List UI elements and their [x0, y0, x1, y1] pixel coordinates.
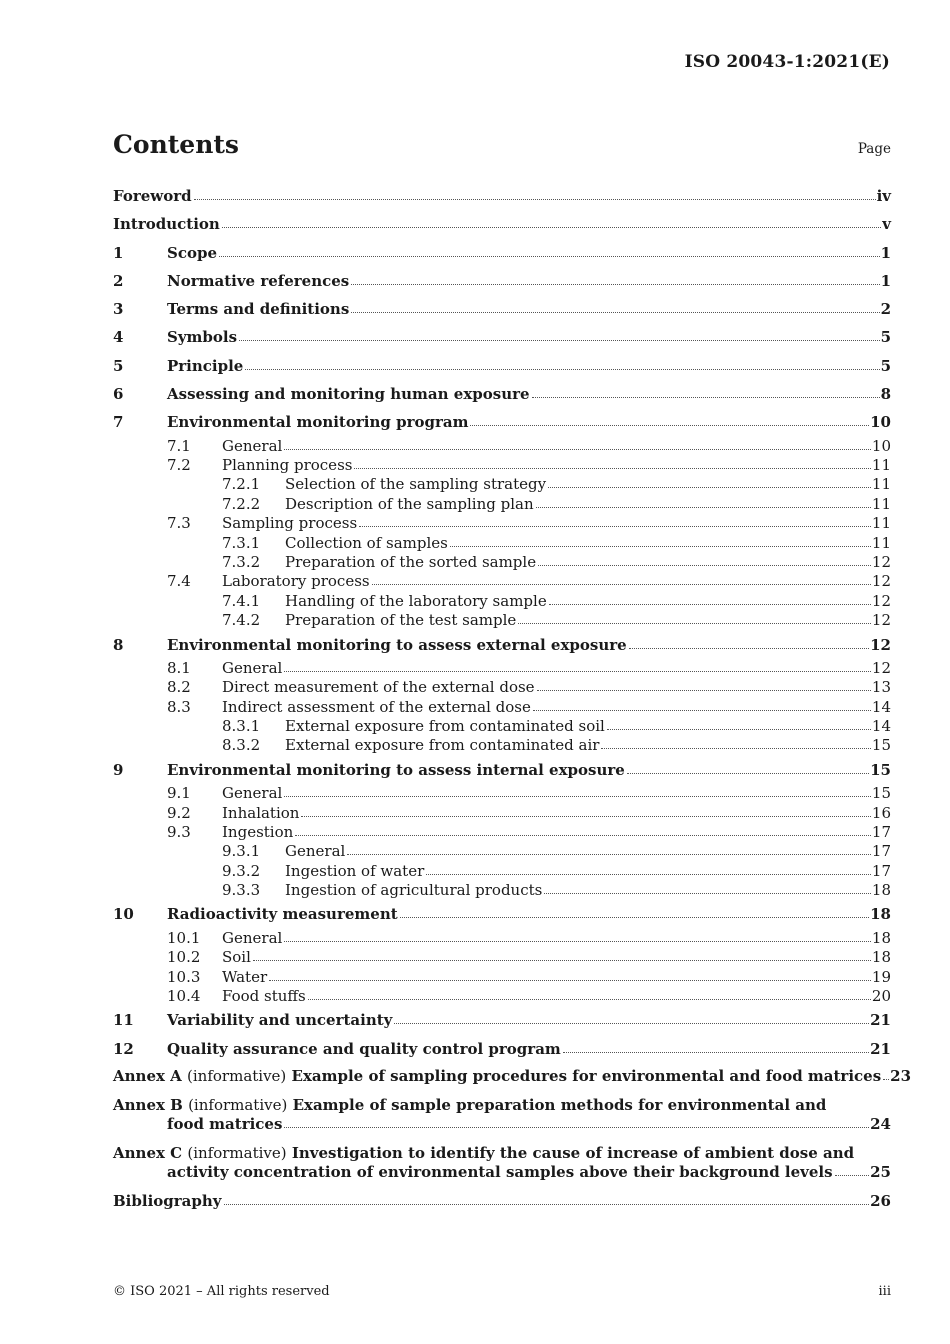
toc-title: Ingestion of water — [285, 861, 425, 880]
annex-qualifier: (informative) — [187, 1143, 287, 1162]
toc-title: Handling of the laboratory sample — [285, 591, 547, 610]
dot-leader — [394, 1023, 869, 1024]
toc-entry-7[interactable] — [113, 408, 891, 436]
toc-page: 14 — [871, 697, 891, 716]
toc-page: 11 — [871, 475, 891, 494]
toc-title: Terms and definitions — [167, 300, 350, 319]
toc-title: Example of sample preparation methods for environmental and — [292, 1095, 827, 1114]
toc-number: 10.3 — [167, 967, 201, 986]
toc-entry-7-2-1[interactable] — [113, 475, 891, 494]
toc-entry-11[interactable] — [113, 1006, 891, 1034]
toc-number: 7.3 — [167, 514, 191, 533]
toc-entry-annex-c[interactable] — [113, 1139, 891, 1187]
toc-entry-8-1[interactable] — [113, 659, 891, 678]
contents-header — [113, 130, 891, 159]
toc-title: Indirect assessment of the external dose — [222, 697, 531, 716]
annex-qualifier: (informative) — [188, 1095, 288, 1114]
toc-number: 7.4 — [167, 572, 191, 591]
toc-number: 12 — [113, 1039, 134, 1058]
toc-title: Scope — [167, 243, 218, 262]
toc-title: General — [222, 928, 283, 947]
toc-title: Preparation of the sorted sample — [285, 553, 537, 572]
dot-leader — [601, 748, 870, 749]
toc-entry-3[interactable] — [113, 295, 891, 323]
toc-entry-5[interactable] — [113, 352, 891, 380]
toc-page: 12 — [871, 591, 891, 610]
toc-entry-10-2[interactable] — [113, 948, 891, 967]
toc-title: Introduction — [113, 215, 220, 234]
page-number: iii — [878, 1284, 891, 1299]
toc-page: 18 — [871, 881, 891, 900]
toc-number: 9.2 — [167, 803, 191, 822]
toc-number: 7.2 — [167, 456, 191, 475]
toc-number: 9.1 — [167, 784, 191, 803]
dot-leader — [253, 960, 871, 961]
toc-title: Collection of samples — [285, 533, 448, 552]
dot-leader — [284, 941, 871, 942]
dot-leader — [354, 468, 870, 469]
dot-leader — [607, 729, 871, 730]
toc-entry-2[interactable] — [113, 267, 891, 295]
toc-number: 8.3.1 — [222, 717, 261, 736]
toc-title: Planning process — [222, 456, 353, 475]
toc-number: 9.3 — [167, 822, 191, 841]
toc-number: 4 — [113, 328, 124, 347]
toc-entry-7-3-2[interactable] — [113, 553, 891, 572]
dot-leader — [284, 449, 871, 450]
toc-page: 11 — [871, 533, 891, 552]
toc-page: 25 — [870, 1163, 891, 1182]
toc-page: 1 — [880, 271, 891, 290]
toc-page: 18 — [870, 905, 891, 924]
dot-leader — [308, 999, 871, 1000]
dot-leader — [194, 199, 876, 200]
toc-number: 10.2 — [167, 948, 201, 967]
toc-page: 15 — [871, 736, 891, 755]
dot-leader — [372, 584, 871, 585]
toc-page: 17 — [871, 822, 891, 841]
toc-number: 9.3.1 — [222, 842, 261, 861]
dot-leader — [450, 546, 871, 547]
toc-page: 24 — [870, 1115, 891, 1134]
dot-leader — [883, 1079, 889, 1080]
toc-entry-7-4-2[interactable] — [113, 611, 891, 630]
page-column-label: Page — [857, 141, 891, 157]
toc-number: 7.2.1 — [222, 475, 261, 494]
dot-leader — [351, 284, 879, 285]
toc-number: 8.2 — [167, 678, 191, 697]
toc-number: 6 — [113, 385, 124, 404]
dot-leader — [548, 487, 871, 488]
toc-number: 10.4 — [167, 986, 201, 1005]
toc-page: 10 — [871, 436, 891, 455]
toc-page: 2 — [880, 300, 891, 319]
toc-entry-7-3-1[interactable] — [113, 534, 891, 553]
toc-entry-8-3[interactable] — [113, 698, 891, 717]
toc-page: 8 — [880, 385, 891, 404]
toc-number: 10 — [113, 905, 134, 924]
toc-entry-9-2[interactable] — [113, 804, 891, 823]
toc-entry-10-4[interactable] — [113, 987, 891, 1006]
dot-leader — [222, 227, 881, 228]
toc-entry-9-1[interactable] — [113, 784, 891, 803]
toc-number: 8.1 — [167, 658, 191, 677]
toc-title: Ingestion — [222, 822, 294, 841]
toc-page: v — [882, 215, 891, 234]
toc-number: 8 — [113, 635, 124, 654]
toc-title: Preparation of the test sample — [285, 611, 517, 630]
toc-number: 8.3.2 — [222, 736, 261, 755]
toc-page: 17 — [871, 842, 891, 861]
toc-number: 9 — [113, 760, 124, 779]
toc-number: 7.3.2 — [222, 553, 261, 572]
toc-number: 7.2.2 — [222, 494, 261, 513]
toc-entry-annex-b[interactable] — [113, 1091, 891, 1139]
dot-leader — [245, 369, 879, 370]
toc-page: 21 — [870, 1011, 891, 1030]
toc-title: External exposure from contaminated air — [285, 736, 600, 755]
dot-leader — [239, 340, 880, 341]
dot-leader — [284, 1127, 869, 1128]
toc-page: 11 — [871, 494, 891, 513]
toc-title: Environmental monitoring to assess external exposure — [167, 635, 627, 654]
toc-entry-9[interactable] — [113, 756, 891, 784]
toc-title: Soil — [222, 948, 251, 967]
toc-title: Selection of the sampling strategy — [285, 475, 547, 494]
toc-entry-8-3-2[interactable] — [113, 736, 891, 755]
toc-entry-7-4[interactable] — [113, 572, 891, 591]
toc-number: 11 — [113, 1011, 134, 1030]
toc-entry-introduction[interactable] — [113, 210, 891, 238]
toc-title: Radioactivity measurement — [167, 905, 398, 924]
dot-leader — [219, 256, 880, 257]
toc-title: Direct measurement of the external dose — [222, 678, 535, 697]
toc-entry-7-3[interactable] — [113, 514, 891, 533]
toc-number: 9.3.2 — [222, 861, 261, 880]
dot-leader — [629, 648, 869, 649]
toc-title: Variability and uncertainty — [167, 1011, 393, 1030]
toc-page: 14 — [871, 717, 891, 736]
dot-leader — [532, 397, 880, 398]
toc-entry-annex-a[interactable] — [113, 1063, 912, 1092]
toc-entry-10-3[interactable] — [113, 968, 891, 987]
annex-label: Annex A — [113, 1067, 182, 1086]
toc-title: Foreword — [113, 187, 192, 205]
toc-page: 16 — [871, 803, 891, 822]
toc-page: 19 — [871, 967, 891, 986]
toc-title: Example of sampling procedures for environmental and food matrices — [291, 1067, 882, 1086]
dot-leader — [347, 854, 871, 855]
dot-leader — [224, 1204, 870, 1205]
toc-title: General — [285, 842, 346, 861]
toc-title: Investigation to identify the cause of increase of ambient dose and — [291, 1143, 855, 1162]
toc-number: 10.1 — [167, 928, 201, 947]
annex-label: Annex C — [113, 1143, 183, 1162]
toc-page: 15 — [870, 760, 891, 779]
toc-number: 5 — [113, 356, 124, 375]
toc-number: 7 — [113, 413, 124, 432]
toc-entry-10[interactable] — [113, 900, 891, 928]
toc-entry-9-3[interactable] — [113, 823, 891, 842]
toc-entry-7-2[interactable] — [113, 456, 891, 475]
toc-title: Laboratory process — [222, 572, 370, 591]
toc-page: iv — [876, 187, 891, 205]
toc-page: 17 — [871, 861, 891, 880]
toc-page: 23 — [890, 1067, 912, 1086]
document-id: ISO 20043-1:2021(E) — [684, 52, 890, 72]
dot-leader — [563, 1052, 869, 1053]
toc-entry-8-2[interactable] — [113, 678, 891, 697]
table-of-contents — [113, 182, 912, 1216]
annex-qualifier: (informative) — [187, 1067, 287, 1086]
toc-page: 10 — [870, 413, 891, 432]
toc-page: 11 — [871, 456, 891, 475]
dot-leader — [544, 893, 871, 894]
toc-number: 2 — [113, 271, 124, 290]
toc-number: 7.4.1 — [222, 591, 261, 610]
dot-leader — [301, 816, 870, 817]
toc-entry-bibliography[interactable] — [113, 1187, 891, 1215]
toc-page: 1 — [880, 243, 891, 262]
toc-page: 15 — [871, 784, 891, 803]
dot-leader — [538, 565, 871, 566]
toc-entry-4[interactable] — [113, 323, 891, 351]
toc-title: Ingestion of agricultural products — [285, 881, 543, 900]
dot-leader — [351, 312, 879, 313]
dot-leader — [269, 980, 871, 981]
toc-title-continued: food matrices — [167, 1115, 283, 1134]
toc-entry-9-3-2[interactable] — [113, 862, 891, 881]
dot-leader — [549, 604, 871, 605]
toc-page: 12 — [870, 635, 891, 654]
toc-entry-6[interactable] — [113, 380, 891, 408]
toc-title: Principle — [167, 356, 244, 375]
toc-page: 12 — [871, 611, 891, 630]
toc-page: 12 — [871, 572, 891, 591]
toc-title: Water — [222, 967, 268, 986]
toc-number: 7.1 — [167, 436, 191, 455]
toc-page: 20 — [871, 986, 891, 1005]
toc-number: 7.3.1 — [222, 533, 261, 552]
toc-entry-8-3-1[interactable] — [113, 717, 891, 736]
dot-leader — [835, 1175, 870, 1176]
toc-title: General — [222, 784, 283, 803]
toc-title: Symbols — [167, 328, 238, 347]
dot-leader — [359, 526, 871, 527]
toc-entry-7-1[interactable] — [113, 437, 891, 456]
toc-page: 18 — [871, 948, 891, 967]
toc-title: Description of the sampling plan — [285, 494, 534, 513]
toc-title: Environmental monitoring program — [167, 413, 469, 432]
dot-leader — [627, 773, 869, 774]
toc-page: 21 — [870, 1039, 891, 1058]
toc-entry-foreword[interactable] — [113, 182, 891, 210]
toc-entry-12[interactable] — [113, 1035, 891, 1063]
toc-number: 3 — [113, 300, 124, 319]
dot-leader — [284, 671, 871, 672]
toc-title: Environmental monitoring to assess internal exposure — [167, 760, 625, 779]
toc-page: 5 — [880, 328, 891, 347]
toc-title: Normative references — [167, 271, 350, 290]
annex-label: Annex B — [113, 1095, 183, 1114]
toc-entry-1[interactable] — [113, 239, 891, 267]
dot-leader — [537, 690, 871, 691]
dot-leader — [470, 425, 869, 426]
toc-page: 13 — [871, 678, 891, 697]
toc-page: 12 — [871, 658, 891, 677]
dot-leader — [284, 796, 871, 797]
toc-title: Assessing and monitoring human exposure — [167, 385, 530, 404]
toc-number: 1 — [113, 243, 124, 262]
toc-entry-7-4-1[interactable] — [113, 592, 891, 611]
toc-title: General — [222, 658, 283, 677]
toc-title: Inhalation — [222, 803, 300, 822]
toc-entry-7-2-2[interactable] — [113, 495, 891, 514]
dot-leader — [518, 623, 871, 624]
toc-number: 9.3.3 — [222, 881, 261, 900]
dot-leader — [426, 874, 871, 875]
contents-title: Contents — [113, 130, 240, 159]
toc-entry-8[interactable] — [113, 631, 891, 659]
toc-entry-9-3-1[interactable] — [113, 842, 891, 861]
toc-number: 7.4.2 — [222, 611, 261, 630]
toc-number: 8.3 — [167, 697, 191, 716]
toc-title: Sampling process — [222, 514, 358, 533]
toc-page: 26 — [870, 1192, 891, 1211]
toc-page: 5 — [880, 356, 891, 375]
toc-page: 11 — [871, 514, 891, 533]
toc-page: 18 — [871, 928, 891, 947]
toc-title: Bibliography — [113, 1192, 222, 1211]
toc-title: External exposure from contaminated soil — [285, 717, 605, 736]
toc-title: General — [222, 436, 283, 455]
toc-title-continued: activity concentration of environmental samples above their background levels — [167, 1163, 833, 1182]
toc-entry-10-1[interactable] — [113, 929, 891, 948]
dot-leader — [295, 835, 871, 836]
toc-entry-9-3-3[interactable] — [113, 881, 891, 900]
dot-leader — [533, 710, 871, 711]
toc-page: 12 — [871, 553, 891, 572]
dot-leader — [400, 917, 869, 918]
toc-title: Food stuffs — [222, 986, 306, 1005]
copyright-notice: © ISO 2021 – All rights reserved — [113, 1284, 330, 1299]
page-footer — [113, 1284, 891, 1299]
toc-title: Quality assurance and quality control program — [167, 1039, 561, 1058]
dot-leader — [536, 507, 871, 508]
